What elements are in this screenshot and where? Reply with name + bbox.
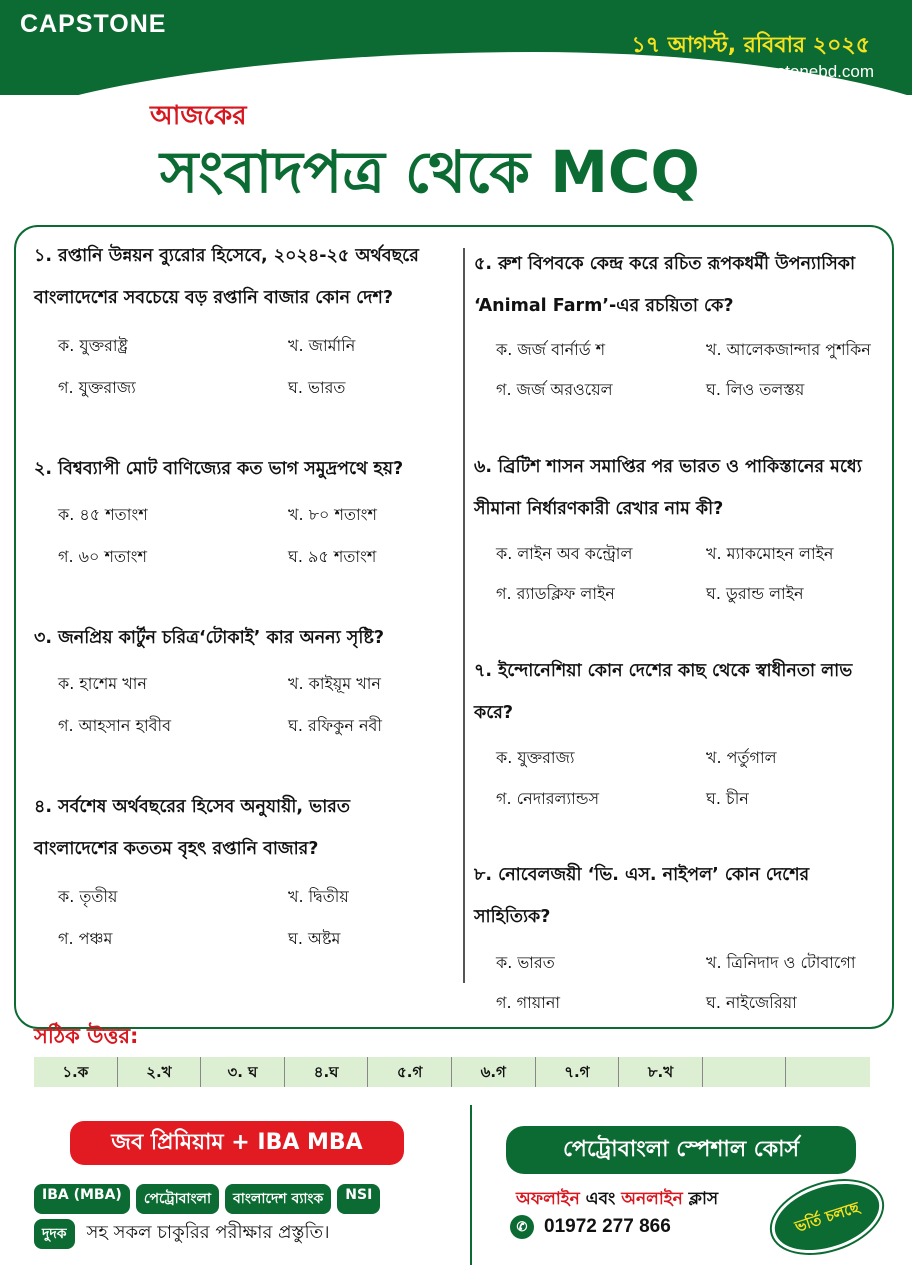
option: ক. লাইন অব কন্ট্রোল <box>496 544 633 563</box>
option: খ. ম্যাকমোহন লাইন <box>706 544 834 563</box>
option: গ. আহসান হাবীব <box>58 716 172 735</box>
option: ঘ. ডুরান্ড লাইন <box>706 584 804 603</box>
answer-cell: ৮.খ <box>619 1057 703 1087</box>
option: ঘ. ভারত <box>288 378 346 397</box>
answer-cell: ৫.গ <box>368 1057 452 1087</box>
option: খ. আলেকজান্দার পুশকিন <box>706 340 871 359</box>
exam-tag: NSI <box>337 1184 380 1214</box>
question-7 <box>474 650 886 734</box>
tag-description: সহ সকল চাকুরির পরীক্ষার প্রস্তুতি। <box>86 1222 330 1243</box>
footer-divider <box>470 1105 472 1265</box>
header-date: ১৭ আগস্ট, রবিবার ২০২৫ <box>631 33 870 58</box>
option: খ. ৮০ শতাংশ <box>288 505 378 524</box>
answer-cell: ২.খ <box>118 1057 202 1087</box>
question-4 <box>34 786 454 870</box>
question-5 <box>474 243 886 327</box>
option: ক. তৃতীয় <box>58 887 118 906</box>
option: গ. র‌্যাডক্লিফ লাইন <box>496 584 615 603</box>
offline-label: অফলাইন <box>516 1189 580 1209</box>
question-text: ‘Animal Farm’-এর রচয়িতা কে? <box>474 296 734 316</box>
class-label: ক্লাস <box>682 1189 719 1209</box>
answer-cell <box>786 1057 870 1087</box>
answer-cell: ৬.গ <box>452 1057 536 1087</box>
answer-cell: ১.ক <box>34 1057 118 1087</box>
option: গ. নেদারল্যান্ডস <box>496 789 600 808</box>
and-label: এবং <box>579 1189 622 1209</box>
answer-cell <box>703 1057 787 1087</box>
option: ক. হাশেম খান <box>58 674 147 693</box>
job-premium-banner[interactable]: জব প্রিমিয়াম + IBA MBA <box>70 1121 404 1165</box>
option: গ. জর্জ অরওয়েল <box>496 380 613 399</box>
column-divider <box>463 248 465 983</box>
option: খ. ত্রিনিদাদ ও টোবাগো <box>706 953 856 972</box>
admission-badge: ভর্তি চলছে <box>763 1168 892 1266</box>
option: খ. জার্মানি <box>288 336 356 355</box>
answer-cell: ৪.ঘ <box>285 1057 369 1087</box>
question-text: সাহিত্যিক? <box>474 907 551 927</box>
exam-tags <box>34 1184 454 1214</box>
question-text: বাংলাদেশের সবচেয়ে বড় রপ্তানি বাজার কোন দেশ? <box>34 288 393 308</box>
option: ক. ভারত <box>496 953 555 972</box>
option: গ. গায়ানা <box>496 993 561 1012</box>
option: ঘ. ৯৫ শতাংশ <box>288 547 377 566</box>
exam-tag: IBA (MBA) <box>34 1184 130 1214</box>
tag-line <box>34 1218 330 1249</box>
option: ক. ৪৫ শতাংশ <box>58 505 148 524</box>
question-text: সীমানা নির্ধারণকারী রেখার নাম কী? <box>474 499 724 519</box>
question-2 <box>34 448 454 490</box>
exam-tag: দুদক <box>34 1219 75 1249</box>
title-kicker: আজকের <box>150 101 247 131</box>
class-mode-line <box>516 1186 718 1214</box>
option: খ. পর্তুগাল <box>706 748 777 767</box>
answer-cell: ৭.গ <box>536 1057 620 1087</box>
option: ঘ. রফিকুন নবী <box>288 716 382 735</box>
question-text: ৩. জনপ্রিয় কার্টুন চরিত্র‘টোকাই’ কার অনন্য সৃষ্টি? <box>34 628 384 648</box>
question-text: ৮. নোবেলজয়ী ‘ভি. এস. নাইপল’ কোন দেশের <box>474 865 810 885</box>
option: গ. ৬০ শতাংশ <box>58 547 148 566</box>
answers-row <box>34 1057 870 1087</box>
question-text: ৬. ব্রিটিশ শাসন সমাপ্তির পর ভারত ও পাকিস্তানের মধ্যে <box>474 457 862 477</box>
option: ঘ. লিও তলস্তয় <box>706 380 805 399</box>
phone-contact[interactable] <box>510 1215 671 1239</box>
option: ক. যুক্তরাজ্য <box>496 748 575 767</box>
petrobangla-course-banner[interactable]: পেট্রোবাংলা স্পেশাল কোর্স <box>506 1126 856 1174</box>
option: ঘ. চীন <box>706 789 749 808</box>
option: খ. দ্বিতীয় <box>288 887 349 906</box>
capstone-logo: CAPSTONE <box>20 10 167 38</box>
question-3 <box>34 617 454 659</box>
exam-tag: বাংলাদেশ ব্যাংক <box>225 1184 331 1214</box>
question-text: ৭. ইন্দোনেশিয়া কোন দেশের কাছ থেকে স্বাধীনতা লাভ <box>474 661 853 681</box>
page-title: সংবাদপত্র থেকে MCQ <box>160 138 700 206</box>
option: খ. কাইয়ূম খান <box>288 674 381 693</box>
option: ক. যুক্তরাষ্ট্র <box>58 336 128 355</box>
online-label: অনলাইন <box>621 1189 683 1209</box>
option: ঘ. অষ্টম <box>288 929 341 948</box>
website-link[interactable]: www.capstonebd.com <box>708 62 874 81</box>
answer-cell: ৩. ঘ <box>201 1057 285 1087</box>
question-text: ১. রপ্তানি উন্নয়ন ব্যুরোর হিসেবে, ২০২৪-২৫ অর্থবছরে <box>34 246 419 266</box>
option: গ. পঞ্চম <box>58 929 113 948</box>
question-8 <box>474 854 886 938</box>
question-6 <box>474 446 886 530</box>
question-text: ৪. সর্বশেষ অর্থবছরের হিসেব অনুযায়ী, ভারত <box>34 797 351 817</box>
question-text: ২. বিশ্বব্যাপী মোট বাণিজ্যের কত ভাগ সমুদ্রপথে হয়? <box>34 459 404 479</box>
phone-number[interactable]: 01972 277 866 <box>544 1216 671 1237</box>
question-text: বাংলাদেশের কততম বৃহৎ রপ্তানি বাজার? <box>34 839 319 859</box>
question-text: ৫. রুশ বিপবকে কেন্দ্র করে রচিত রূপকধর্মী উপন্যাসিকা <box>474 254 856 274</box>
exam-tag: পেট্রোবাংলা <box>136 1184 219 1214</box>
option: গ. যুক্তরাজ্য <box>58 378 136 397</box>
phone-icon: ✆ <box>510 1215 534 1239</box>
option: ঘ. নাইজেরিয়া <box>706 993 797 1012</box>
answers-label: সঠিক উত্তর: <box>34 1024 139 1048</box>
question-text: করে? <box>474 703 514 723</box>
question-1 <box>34 235 454 319</box>
option: ক. জর্জ বার্নার্ড শ <box>496 340 606 359</box>
